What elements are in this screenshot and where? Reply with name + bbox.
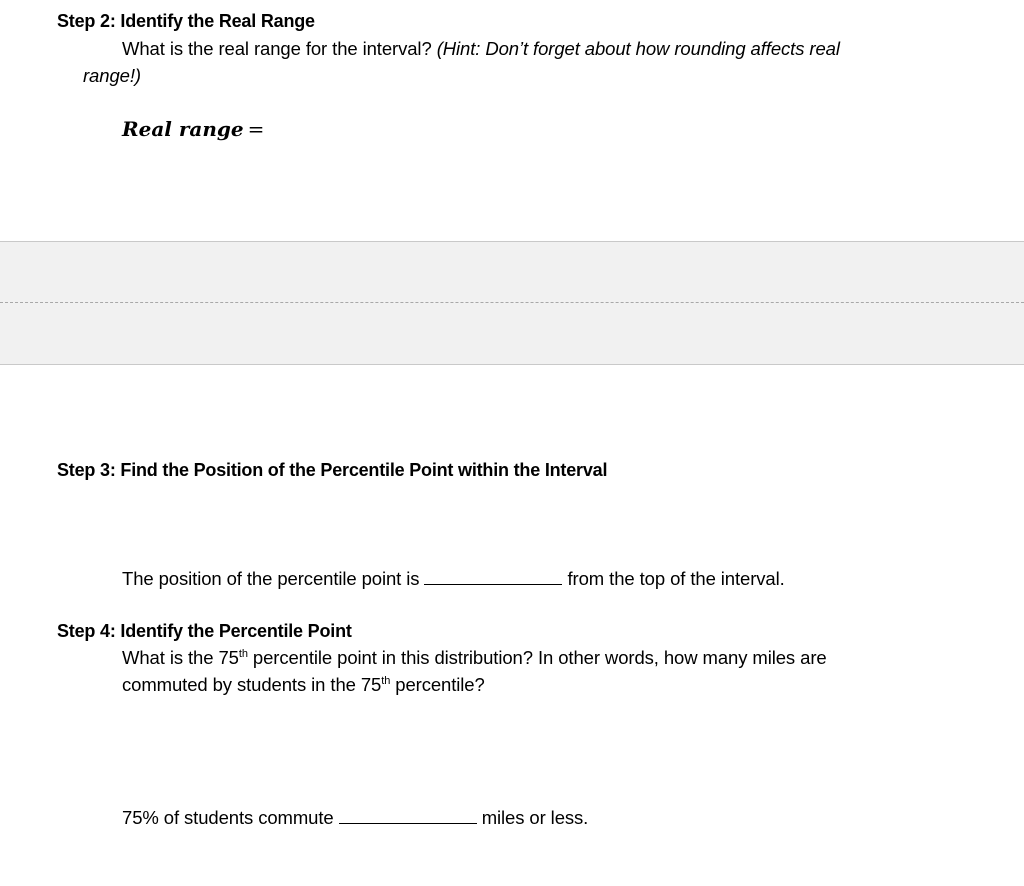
step4-line1-end: percentile point in this distribution? In other words, how many miles are	[247, 647, 827, 668]
position-answer-blank[interactable]	[424, 567, 562, 585]
step2-question	[122, 38, 840, 60]
step4-line2-superscript: th	[381, 674, 391, 687]
step2-heading: Step 2: Identify the Real Range	[57, 11, 315, 31]
step4-question-line1	[122, 647, 827, 669]
step4-line1-superscript: th	[238, 647, 248, 660]
step4-line2-start: commuted by students in the 75	[122, 674, 382, 695]
step3-sentence	[122, 567, 785, 590]
page-break-bottom-border	[0, 364, 1024, 365]
real-range-equals: =	[247, 117, 265, 141]
step3-sentence-after: from the top of the interval.	[567, 568, 785, 589]
step4-answer-before: 75% of students commute	[122, 807, 334, 828]
miles-answer-blank[interactable]	[339, 806, 477, 824]
step4-answer-after: miles or less.	[481, 807, 589, 828]
step4-line2-end: percentile?	[390, 674, 485, 695]
step3-heading: Step 3: Find the Position of the Percentile Point within the Interval	[57, 460, 608, 480]
step4-heading: Step 4: Identify the Percentile Point	[57, 621, 352, 641]
step4-line1-start: What is the 75	[122, 647, 239, 668]
step4-question-line2	[122, 674, 485, 696]
page-break-band	[0, 241, 1024, 365]
step2-question-text: What is the real range for the interval?	[122, 38, 437, 59]
real-range-formula	[122, 117, 264, 141]
step2-hint-line2: range!)	[83, 65, 141, 86]
real-range-label: Real range	[122, 117, 244, 141]
page-break-dashed-line	[0, 302, 1024, 303]
step2-hint-line1: (Hint: Don’t forget about how rounding affects real	[436, 38, 840, 59]
step4-answer-sentence	[122, 806, 588, 829]
page-break-top-border	[0, 241, 1024, 242]
step3-sentence-before: The position of the percentile point is	[122, 568, 420, 589]
